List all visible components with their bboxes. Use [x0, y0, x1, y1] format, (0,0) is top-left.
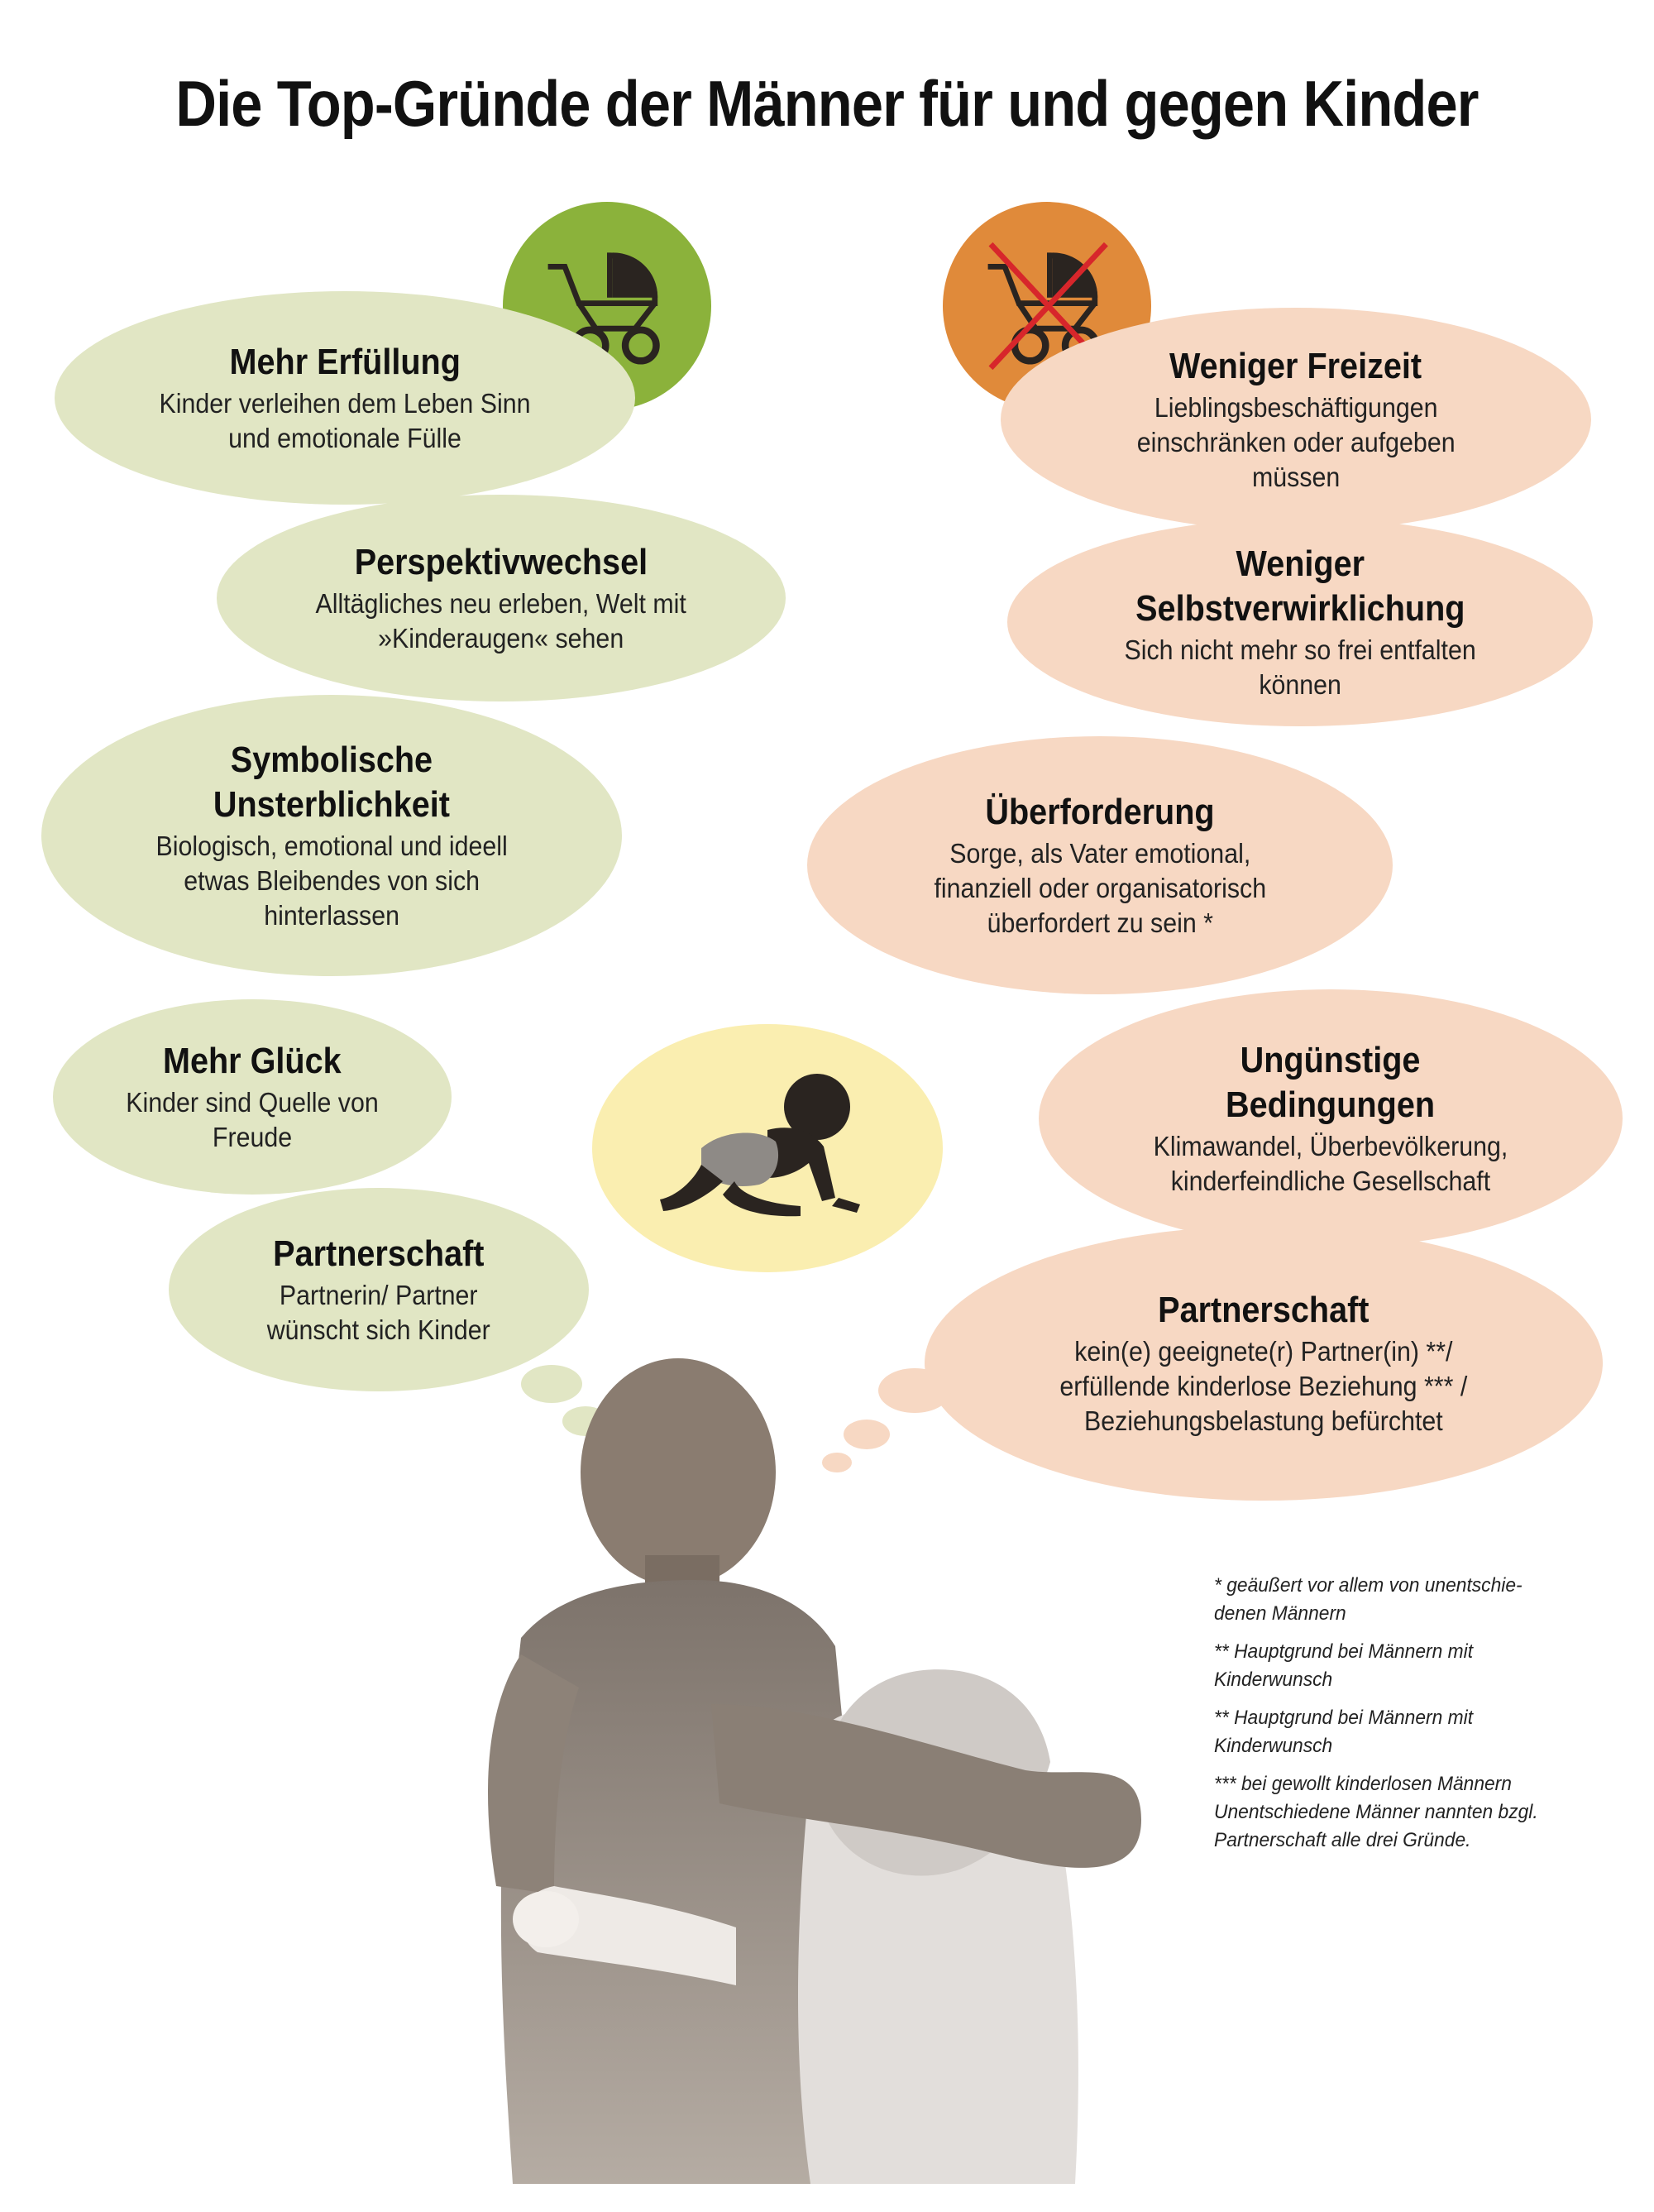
reason-text: Klimawandel, Überbevölkerung, kinderfeindliche Gesellschaft — [1153, 1131, 1508, 1196]
pro-reason-immortality — [41, 695, 622, 976]
footnote: * geäußert vor allem von unentschie- denen Männern — [1214, 1574, 1523, 1625]
reason-text: Partnerin/ Partner wünscht sich Kinder — [266, 1280, 490, 1345]
pro-reason-fulfillment — [55, 291, 635, 505]
footnote: ** Hauptgrund bei Männern mit Kinderwunsch — [1214, 1707, 1474, 1757]
reason-heading: Ungünstige Bedingungen — [1226, 1040, 1436, 1125]
reason-text: Sich nicht mehr so frei entfalten können — [1124, 634, 1476, 700]
reason-text: Alltägliches neu erleben, Welt mit »Kinderaugen« sehen — [315, 588, 687, 654]
reason-heading: Weniger Selbstverwirklichung — [1135, 543, 1465, 629]
con-reason-free-time — [1001, 308, 1591, 531]
reason-heading: Partnerschaft — [1158, 1290, 1370, 1330]
reason-text: Lieblingsbeschäftigungen einschränken oder aufgeben müssen — [1136, 392, 1456, 492]
footnote: *** bei gewollt kinderlosen Männern Unentschiedene Männer nannten bzgl. Partnerschaft alle drei Gründe. — [1214, 1773, 1538, 1851]
reason-text: Kinder verleihen dem Leben Sinn und emotionale Fülle — [159, 388, 531, 453]
reason-text: kein(e) geeignete(r) Partner(in) **/ erfüllende kinderlose Beziehung *** / Beziehungsbelastung befürchtet — [1059, 1336, 1468, 1436]
pro-reason-happiness — [53, 999, 452, 1195]
reason-text: Kinder sind Quelle von Freude — [126, 1087, 379, 1152]
baby-circle — [592, 1024, 943, 1272]
reason-text: Biologisch, emotional und ideell etwas Bleibendes von sich hinterlassen — [155, 831, 508, 931]
reason-heading: Symbolische Unsterblichkeit — [213, 740, 451, 825]
reason-heading: Weniger Freizeit — [1169, 346, 1422, 386]
footnotes — [1214, 1572, 1591, 1865]
con-reason-conditions — [1039, 989, 1623, 1247]
con-reason-self-realization — [1007, 518, 1593, 726]
page-title: Die Top-Gründe der Männer für und gegen Kinder — [175, 67, 1479, 140]
reason-heading: Überforderung — [985, 792, 1215, 832]
pro-reason-perspective — [217, 495, 786, 701]
crawling-baby-icon — [643, 1065, 892, 1231]
footnote: ** Hauptgrund bei Männern mit Kinderwunsch — [1214, 1640, 1474, 1691]
reason-heading: Partnerschaft — [273, 1233, 485, 1274]
con-reason-overload — [807, 736, 1393, 994]
reason-text: Sorge, als Vater emotional, finanziell oder organisatorisch überfordert zu sein * — [934, 838, 1266, 938]
reason-heading: Mehr Glück — [163, 1041, 342, 1081]
reason-heading: Mehr Erfüllung — [229, 342, 461, 382]
couple-illustration — [463, 1357, 1174, 2212]
reason-heading: Perspektivwechsel — [354, 542, 648, 582]
